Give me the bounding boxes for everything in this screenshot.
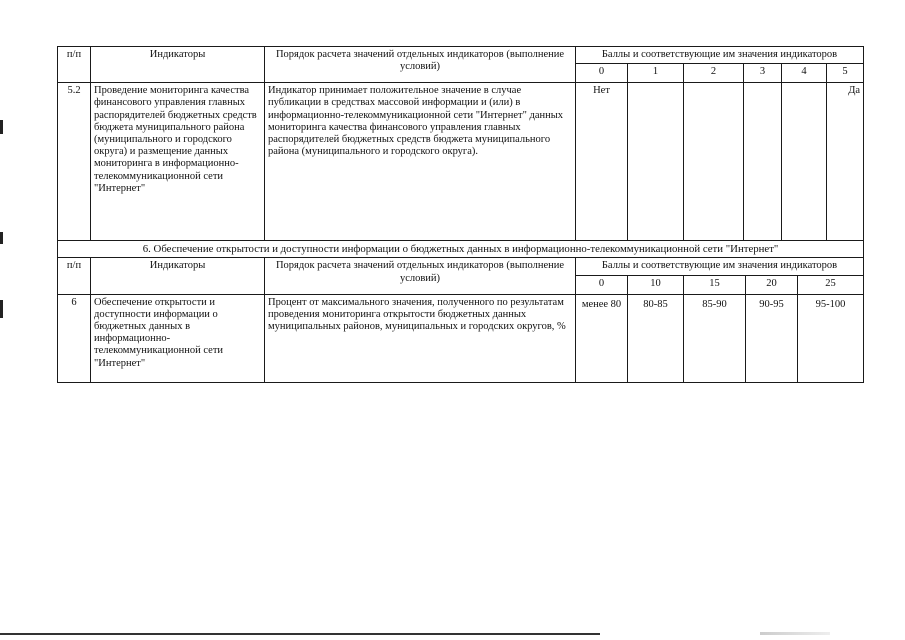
score-value: 0 <box>576 64 628 83</box>
header-scores: Баллы и соответствующие им значения индикаторов <box>576 47 864 64</box>
table1-header-row <box>58 47 864 64</box>
indicators-table <box>57 46 864 383</box>
score-value: 1 <box>628 64 684 83</box>
row-value <box>684 83 744 241</box>
row-calc: Процент от максимального значения, полученного по результатам проведения мониторинга открытости бюджетных данных муниципальных районов, муниципальных и городских округов, % <box>265 294 576 382</box>
row-num: 6 <box>58 294 91 382</box>
header-scores: Баллы и соответствующие им значения индикаторов <box>576 258 864 275</box>
score-value: 15 <box>684 275 746 294</box>
score-value: 3 <box>744 64 782 83</box>
table2-header-row <box>58 258 864 275</box>
row-value <box>628 83 684 241</box>
row-value <box>782 83 827 241</box>
row-value: 90-95 <box>746 294 798 382</box>
score-value: 2 <box>684 64 744 83</box>
row-value: 95-100 <box>798 294 864 382</box>
scan-smudge <box>760 632 830 635</box>
row-value: Да <box>827 83 864 241</box>
row-value: Нет <box>576 83 628 241</box>
scan-edge-mark <box>0 120 3 134</box>
row-indicator: Обеспечение открытости и доступности информации о бюджетных данных в информационно-телекоммуникационной сети "Интернет" <box>91 294 265 382</box>
score-value: 25 <box>798 275 864 294</box>
score-value: 0 <box>576 275 628 294</box>
header-calc: Порядок расчета значений отдельных индикаторов (выполнение условий) <box>265 258 576 294</box>
row-value: 85-90 <box>684 294 746 382</box>
header-num: п/п <box>58 258 91 294</box>
header-indicators: Индикаторы <box>91 47 265 83</box>
row-value: менее 80 <box>576 294 628 382</box>
score-value: 10 <box>628 275 684 294</box>
table1-row <box>58 83 864 241</box>
header-indicators: Индикаторы <box>91 258 265 294</box>
section-title: 6. Обеспечение открытости и доступности информации о бюджетных данных в информационно-телекоммуникационной сети "Интернет" <box>58 241 864 258</box>
score-value: 4 <box>782 64 827 83</box>
score-value: 20 <box>746 275 798 294</box>
header-calc: Порядок расчета значений отдельных индикаторов (выполнение условий) <box>265 47 576 83</box>
header-num: п/п <box>58 47 91 83</box>
row-value: 80-85 <box>628 294 684 382</box>
score-value: 5 <box>827 64 864 83</box>
section-title-row <box>58 241 864 258</box>
scan-bottom-line <box>0 633 600 635</box>
scan-edge-mark <box>0 232 3 244</box>
scan-edge-mark <box>0 300 3 318</box>
row-num: 5.2 <box>58 83 91 241</box>
table2-row <box>58 294 864 382</box>
row-value <box>744 83 782 241</box>
row-indicator: Проведение мониторинга качества финансового управления главных распорядителей бюджетных средств бюджета муниципального района (муниципального и городского округа) и размещение данных мониторинга в информационно-телекоммуникационной сети "Интернет" <box>91 83 265 241</box>
row-calc: Индикатор принимает положительное значение в случае публикации в средствах массовой информации и (или) в информационно-телекоммуникационной сети "Интернет" данных мониторинга качества финансового управления главных распорядителей бюджетных средств бюджета муниципального района (муниципального и городского округа). <box>265 83 576 241</box>
